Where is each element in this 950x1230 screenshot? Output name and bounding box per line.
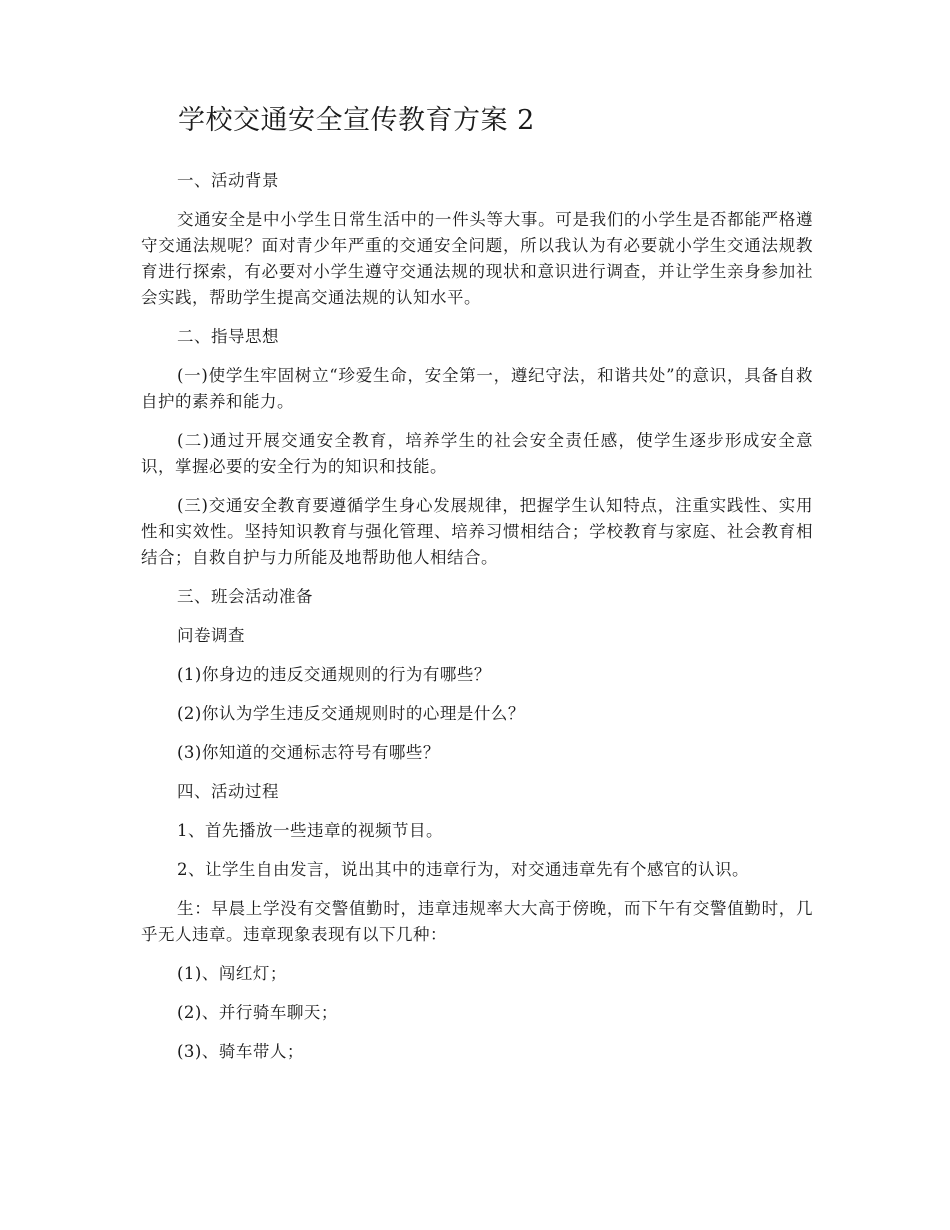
paragraph: (三)交通安全教育要遵循学生身心发展规律，把握学生认知特点，注重实践性、实用性和实效性。坚持知识教育与强化管理、培养习惯相结合；学校教育与家庭、社会教育相结合；自救自护与力所能及地帮助他人相结合。 (141, 496, 813, 567)
list-item: (3)你知道的交通标志符号有哪些？ (177, 743, 440, 762)
list-item: (1)、闯红灯； (177, 964, 287, 983)
section-heading: 四、活动过程 (177, 782, 279, 801)
section-heading: 三、班会活动准备 (177, 587, 313, 606)
document-body (141, 168, 813, 1078)
document-title: 学校交通安全宣传教育方案 2 (178, 105, 535, 136)
section-heading: 二、指导思想 (177, 327, 279, 346)
paragraph: (一)使学生牢固树立“珍爱生命，安全第一，遵纪守法，和谐共处”的意识，具备自救自护的素养和能力。 (141, 366, 813, 411)
paragraph: 交通安全是中小学生日常生活中的一件头等大事。可是我们的小学生是否都能严格遵守交通法规呢？面对青少年严重的交通安全问题，所以我认为有必要就小学生交通法规教育进行探索，有必要对小学生遵守交通法规的现状和意识进行调查，并让学生亲身参加社会实践，帮助学生提高交通法规的认知水平。 (141, 210, 813, 307)
paragraph: (二)通过开展交通安全教育，培养学生的社会安全责任感，使学生逐步形成安全意识，掌握必要的安全行为的知识和技能。 (141, 431, 813, 476)
section-heading: 一、活动背景 (177, 171, 279, 190)
list-item: (2)、并行骑车聊天； (177, 1003, 338, 1022)
paragraph: 问卷调查 (177, 626, 245, 645)
list-item: 1、首先播放一些违章的视频节目。 (177, 821, 443, 840)
list-item: (1)你身边的违反交通规则的行为有哪些？ (177, 665, 491, 684)
list-item: (3)、骑车带人； (177, 1042, 304, 1061)
list-item: (2)你认为学生违反交通规则时的心理是什么？ (177, 704, 525, 723)
list-item: 2、让学生自由发言，说出其中的违章行为，对交通违章先有个感官的认识。 (177, 860, 749, 879)
paragraph: 生：早晨上学没有交警值勤时，违章违规率大大高于傍晚，而下午有交警值勤时，几乎无人违章。违章现象表现有以下几种： (141, 899, 813, 944)
